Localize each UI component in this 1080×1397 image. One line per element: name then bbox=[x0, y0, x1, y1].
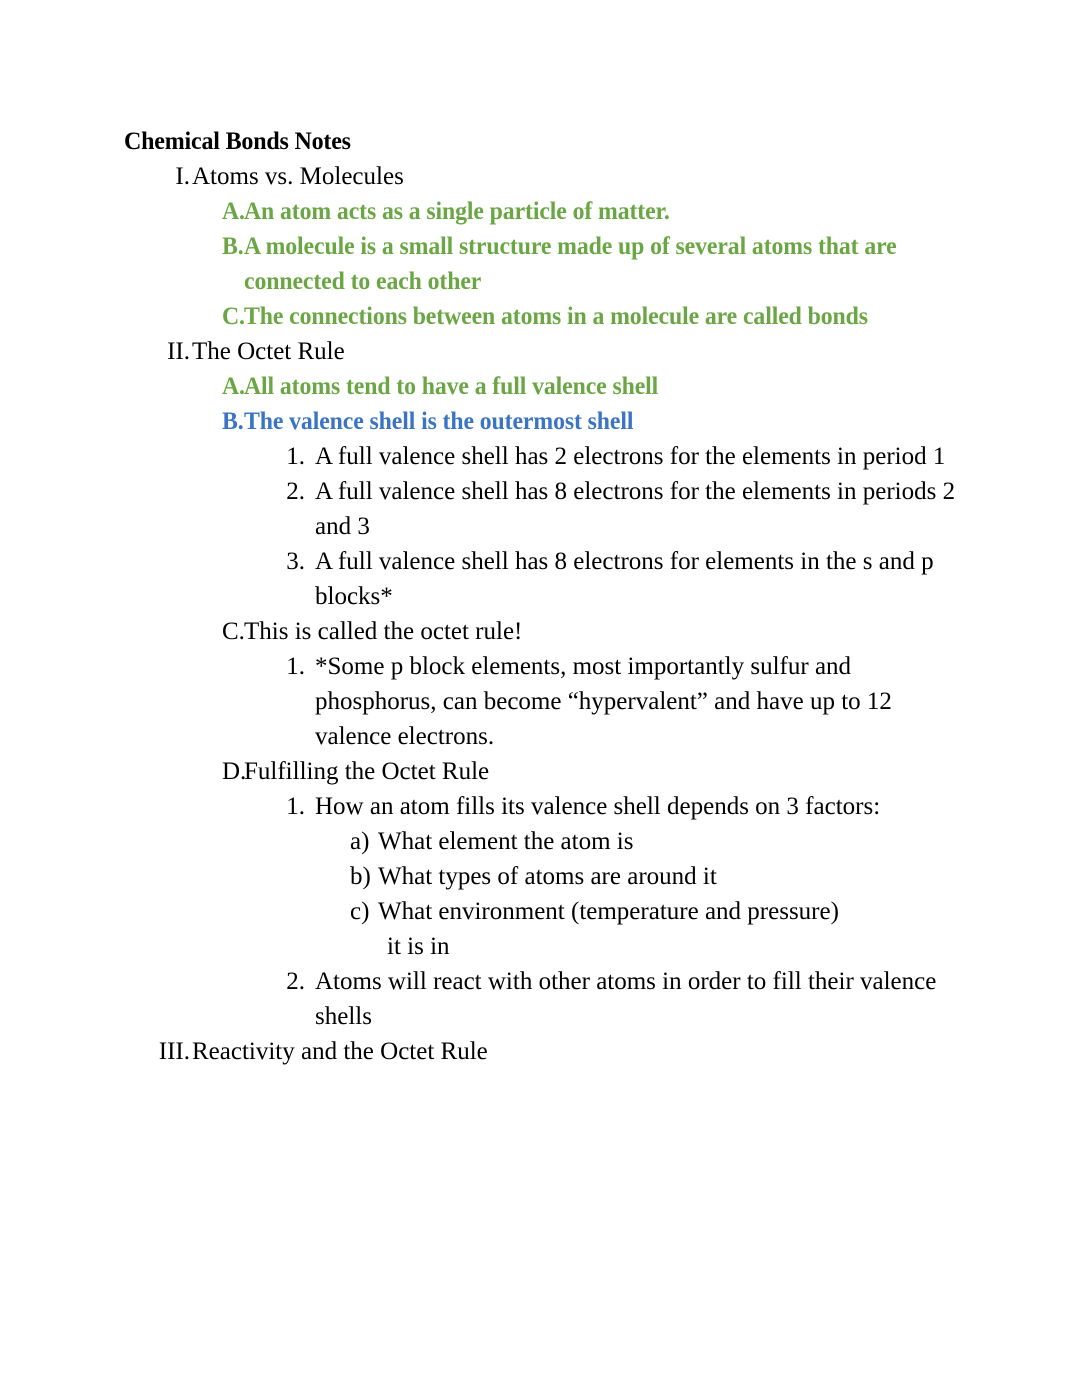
outline-marker: 3. bbox=[286, 548, 305, 575]
outline-text: This is called the octet rule! bbox=[244, 618, 523, 645]
outline-marker: I. bbox=[175, 163, 190, 190]
outline-item-2 bbox=[124, 194, 964, 229]
outline-item-5 bbox=[124, 334, 964, 369]
outline-text: Atoms vs. Molecules bbox=[192, 163, 404, 190]
outline-text: How an atom fills its valence shell depends on 3 factors: bbox=[315, 793, 881, 820]
outline-text bbox=[378, 894, 964, 964]
outline-item-1 bbox=[124, 159, 964, 194]
outline-item-9 bbox=[124, 474, 964, 544]
outline-text: Fulfilling the Octet Rule bbox=[244, 758, 490, 785]
outline-item-19 bbox=[124, 1034, 964, 1069]
outline-text: The Octet Rule bbox=[192, 338, 345, 365]
outline-text: *Some p block elements, most importantly sulfur and phosphorus, can become “hypervalent” and have up to 12 valence electrons. bbox=[315, 653, 892, 750]
outline-item-16 bbox=[124, 859, 964, 894]
outline-item-3 bbox=[124, 229, 964, 299]
outline-item-4 bbox=[124, 299, 964, 334]
outline-item-12 bbox=[124, 649, 964, 754]
outline-marker: 1. bbox=[286, 443, 305, 470]
outline-text: All atoms tend to have a full valence shell bbox=[244, 373, 659, 400]
outline-marker: 1. bbox=[286, 793, 305, 820]
outline-text: Reactivity and the Octet Rule bbox=[192, 1038, 488, 1065]
outline-marker: C. bbox=[222, 303, 245, 330]
outline-text: What types of atoms are around it bbox=[378, 863, 717, 890]
outline-text: A molecule is a small structure made up of several atoms that are connected to each other bbox=[244, 233, 897, 295]
outline-marker: A. bbox=[222, 373, 245, 400]
outline-marker: c) bbox=[350, 898, 370, 925]
outline-text: Atoms will react with other atoms in order to fill their valence shells bbox=[315, 968, 937, 1030]
outline-text-line-1: What environment (temperature and pressure) bbox=[378, 898, 839, 925]
outline-marker: 2. bbox=[286, 968, 305, 995]
outline-item-17 bbox=[124, 894, 964, 964]
outline-marker: 2. bbox=[286, 478, 305, 505]
outline-marker: 1. bbox=[286, 653, 305, 680]
outline-item-8 bbox=[124, 439, 964, 474]
outline-item-13 bbox=[124, 754, 964, 789]
outline-marker: II. bbox=[167, 338, 190, 365]
outline-item-18 bbox=[124, 964, 964, 1034]
outline-text: What element the atom is bbox=[378, 828, 634, 855]
outline-marker: a) bbox=[350, 828, 370, 855]
outline-marker: C. bbox=[222, 618, 245, 645]
outline-text: A full valence shell has 2 electrons for the elements in period 1 bbox=[315, 443, 946, 470]
outline-marker: B. bbox=[222, 233, 244, 260]
outline-item-10 bbox=[124, 544, 964, 614]
outline-text: The connections between atoms in a molecule are called bonds bbox=[244, 303, 868, 330]
outline-marker: b) bbox=[350, 863, 371, 890]
outline-marker: A. bbox=[222, 198, 245, 225]
page-title: Chemical Bonds Notes bbox=[124, 128, 351, 155]
outline-item-15 bbox=[124, 824, 964, 859]
outline-item-6 bbox=[124, 369, 964, 404]
document-body bbox=[124, 124, 964, 1069]
outline-text: A full valence shell has 8 electrons for elements in the s and p blocks* bbox=[315, 548, 934, 610]
outline-marker: III. bbox=[158, 1038, 190, 1065]
outline-text: A full valence shell has 8 electrons for the elements in periods 2 and 3 bbox=[315, 478, 956, 540]
outline-text: The valence shell is the outermost shell bbox=[244, 408, 634, 435]
outline-text-continuation: it is in bbox=[387, 933, 450, 960]
outline-item-14 bbox=[124, 789, 964, 824]
outline-text: An atom acts as a single particle of matter. bbox=[244, 198, 670, 225]
outline-item-7 bbox=[124, 404, 964, 439]
outline-item-11 bbox=[124, 614, 964, 649]
outline-marker: B. bbox=[222, 408, 244, 435]
outline-marker: D. bbox=[222, 758, 247, 785]
